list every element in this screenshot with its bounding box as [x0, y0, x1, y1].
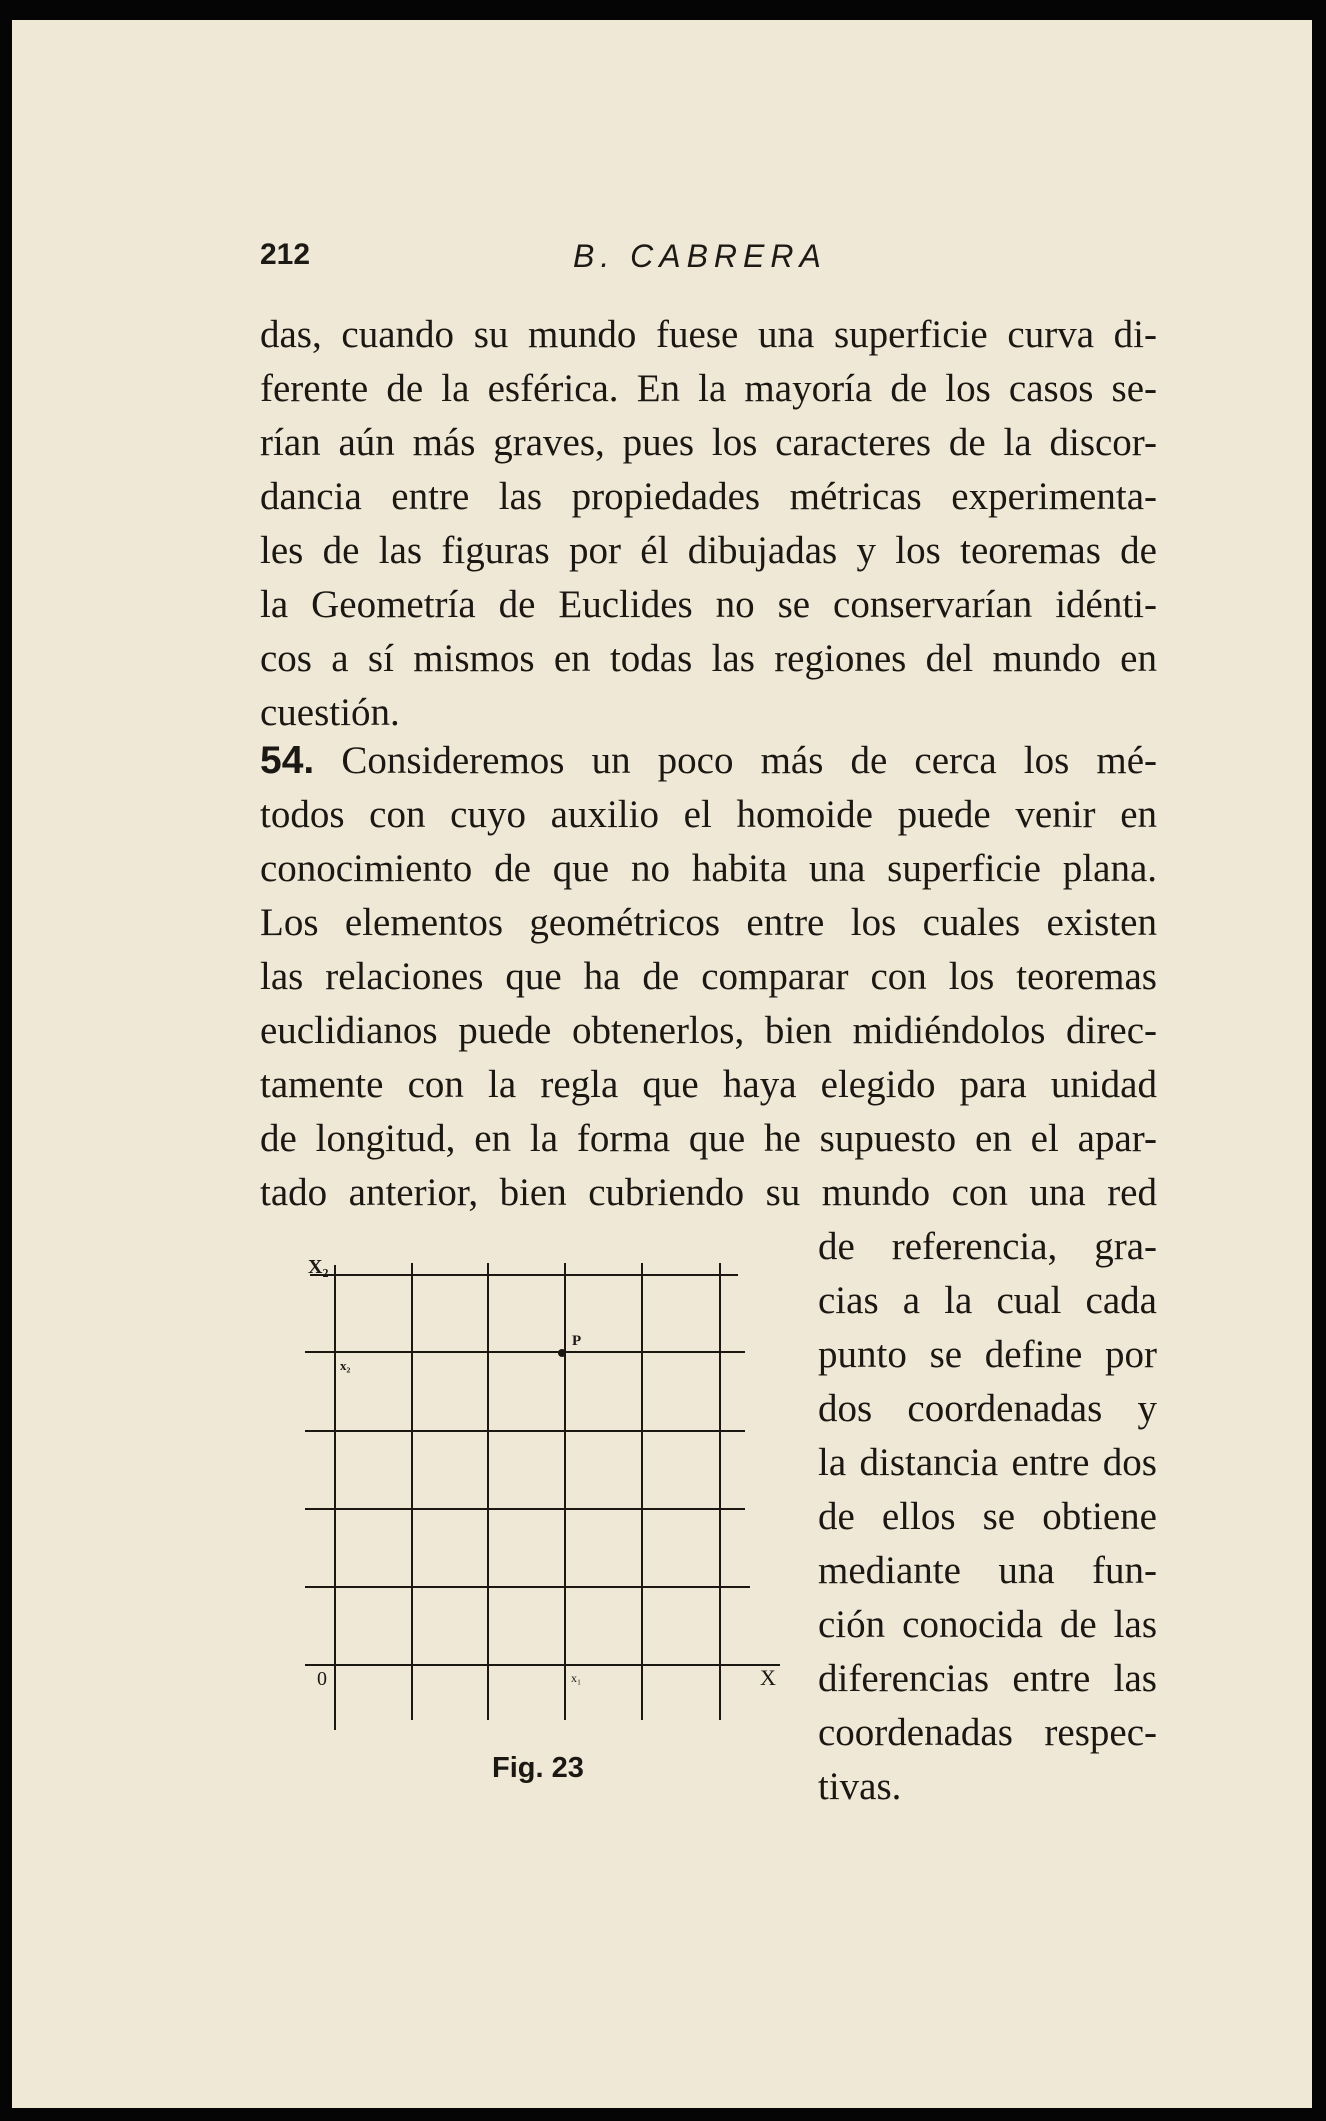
wrap-line: cias a la cual cada [818, 1279, 1157, 1322]
section-line: conocimiento de que no habita una superficie plana. [260, 847, 1157, 890]
y-axis-label: X₂ [308, 1256, 329, 1278]
wrap-line: dos coordenadas y [818, 1387, 1157, 1430]
section-line: euclidianos puede obtenerlos, bien midiéndolos direc- [260, 1009, 1157, 1052]
wrap-line: de referencia, gra- [818, 1225, 1157, 1268]
wrap-line: diferencias entre las [818, 1657, 1157, 1700]
wrap-line: la distancia entre dos [818, 1441, 1157, 1484]
body-line: cos a sí mismos en todas las regiones del mundo en [260, 637, 1157, 680]
grid-lines [305, 1263, 780, 1730]
body-line: rían aún más graves, pues los caracteres de la discor- [260, 421, 1157, 464]
section-line: las relaciones que ha de comparar con los teoremas [260, 955, 1157, 998]
coordinate-grid-diagram [290, 1245, 776, 1745]
page-header [260, 238, 1160, 278]
wrap-line: mediante una fun- [818, 1549, 1157, 1592]
section-line: tamente con la regla que haya elegido para unidad [260, 1063, 1157, 1106]
body-line: la Geometría de Euclides no se conservarían idénti- [260, 583, 1157, 626]
x-axis-label: X [760, 1665, 776, 1690]
figure-caption: Fig. 23 [492, 1752, 584, 1784]
x-coordinate-label: x₁ [571, 1671, 582, 1685]
section-line: tado anterior, bien cubriendo su mundo con una red [260, 1171, 1157, 1214]
section-line: de longitud, en la forma que he supuesto en el apar- [260, 1117, 1157, 1160]
running-head: B. CABRERA [573, 238, 827, 274]
wrap-line: coordenadas respec- [818, 1711, 1157, 1754]
point-p-label: P [572, 1333, 582, 1349]
body-line: ferente de la esférica. En la mayoría de los casos se- [260, 367, 1157, 410]
wrap-line: punto se define por [818, 1333, 1157, 1376]
body-line: les de las figuras por él dibujadas y los teoremas de [260, 529, 1157, 572]
section-line: todos con cuyo auxilio el homoide puede venir en [260, 793, 1157, 836]
body-line: cuestión. [260, 691, 400, 734]
section-line: Los elementos geométricos entre los cuales existen [260, 901, 1157, 944]
body-line: das, cuando su mundo fuese una superficie curva di- [260, 313, 1157, 356]
y-coordinate-label: x₂ [340, 1358, 351, 1373]
body-line: dancia entre las propiedades métricas experimenta- [260, 475, 1157, 518]
wrap-line: de ellos se obtiene [818, 1495, 1157, 1538]
wrap-line: ción conocida de las [818, 1603, 1157, 1646]
section-first-line-text: Consideremos un poco más de cerca los mé- [341, 739, 1158, 782]
section-number: 54. [260, 739, 315, 782]
point-p-marker [558, 1349, 566, 1357]
origin-label: 0 [317, 1668, 327, 1690]
page-number: 212 [260, 238, 311, 271]
section-first-line [260, 735, 1157, 787]
wrap-line: tivas. [818, 1765, 902, 1808]
figure-23 [290, 1245, 776, 1745]
